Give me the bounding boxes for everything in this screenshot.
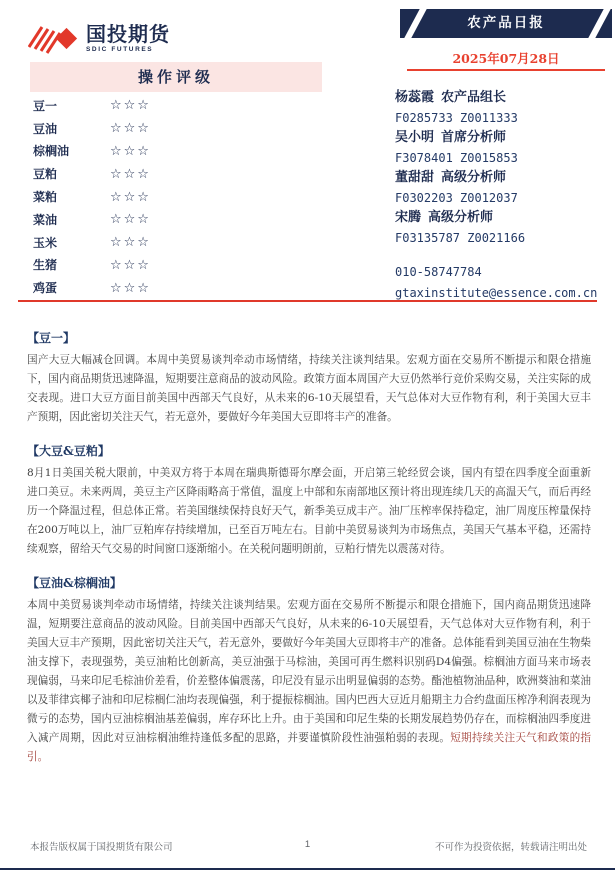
star-rating: ☆☆☆ [110, 256, 151, 272]
analyst-name [395, 168, 611, 188]
star-rating: ☆☆☆ [110, 120, 151, 136]
commodity-name: 豆一 [33, 98, 58, 113]
analyst-panel [395, 88, 611, 304]
section-title: 【大豆&豆粕】 [27, 444, 110, 458]
report-type-label: 农产品日报 [467, 15, 545, 31]
analyst-name [395, 208, 611, 228]
section-paragraph: 8月1日美国关税大限前，中美双方将于本周在瑞典斯德哥尔摩会面，开启第三轮经贸会谈，国内有望在四季度全面重新进口美豆。未来两周，美豆主产区降雨略高于常值，温度上中部和东南部地区预计将出现连续几天的高温天气，而后再经历一个降温过程，但总体正常。若美国继续保持良好天气，新季美豆成丰产。油厂压榨率保持稳定，油厂周度压榨量保持在200万吨以上，油厂豆粕库存持续增加，已至百万吨左右。目前中美贸易谈判为市场焦点，美国天气基本平稳，还需持续观察，留给天气交易的时间窗口逐渐缩小。在关税问题明朗前，豆粕行情先以震荡对待。 [27, 467, 591, 555]
commodity-name: 生猪 [33, 258, 58, 273]
analyst-name-text: 宋腾 [395, 210, 422, 225]
logo-text [86, 24, 170, 53]
analyst-name-text: 杨蕊霞 [395, 90, 435, 105]
commodity-name: 棕榈油 [33, 144, 70, 159]
section-paragraph-highlight: 短期持续关注天气和政策的指引。 [27, 732, 592, 763]
page-number: 1 [304, 839, 311, 850]
header-divider [18, 300, 597, 302]
rating-row [33, 254, 318, 277]
analyst-title-text: 高级分析师 [441, 170, 507, 185]
star-rating: ☆☆☆ [110, 211, 151, 227]
commodity-name: 豆粕 [33, 167, 58, 182]
rating-list [33, 94, 318, 299]
section-paragraph-text: 本周中美贸易谈判牵动市场情绪，持续关注谈判结果。宏观方面在交易所不断提示和限仓措施下，国内商品期货迅速降温，短期要注意商品的波动风险。目前美国中西部天气良好，从未来的6-10天展望看，天气总体对大豆作物有利，利于美国大豆丰产预期，因此密切关注天气，若无意外，要做好今年美国大豆即将丰产的准备。总体能看到美国豆油在生物柴油支撑下，表现强势，美豆油粕比创新高，美豆油强于马棕油，美国可再生燃料识别码D4偏强。棕榈油方面马来市场表现偏弱，马来印尼毛棕油价差看，价差整体偏震荡，印尼没有显示出明显偏弱的态势。酯池植物油品种，欧洲葵油和菜油以及菲律宾椰子油和印尼棕榈仁油均表现偏强，利于提振棕榈油。国内巴西大豆近月船期主力合约盘面压榨净利润表现为微亏的态势，国内豆油棕榈油基差偏弱，库存环比上升。由于美国和印尼生柴的长期发展趋势仍存在，而棕榈油四季度进入减产周期，因此对豆油棕榈油维持逢低多配的思路，并要谨慎阶段性油强粕弱的表现。 [27, 599, 591, 744]
footer-notice: 不可作为投资依据，转载请注明出处 [434, 842, 587, 853]
contact-email[interactable]: gtaxinstitute@essence.com.cn [395, 286, 598, 300]
analyst-code: F03135787 Z0021166 [395, 231, 526, 245]
company-logo [28, 20, 170, 56]
contact-phone: 010-58747784 [395, 265, 482, 279]
analyst-name-text: 董甜甜 [395, 170, 435, 185]
rating-row [33, 231, 318, 254]
section-douyi [27, 329, 591, 427]
commodity-name: 菜油 [33, 212, 58, 227]
section-title: 【豆油&棕榈油】 [27, 576, 122, 590]
analyst-entry [395, 208, 611, 248]
contact-block [395, 262, 611, 304]
commodity-name: 菜粕 [33, 190, 58, 205]
star-rating: ☆☆☆ [110, 279, 151, 295]
rating-row [33, 162, 318, 185]
section-douyou-zonglvyou [27, 574, 591, 767]
star-rating: ☆☆☆ [110, 165, 151, 181]
brand-name-en: SDIC FUTURES [86, 45, 154, 53]
rating-row [33, 94, 318, 117]
date-underline [407, 69, 605, 71]
report-body [27, 314, 591, 767]
commodity-name: 玉米 [33, 235, 58, 250]
report-type-banner [400, 9, 612, 38]
analyst-entry [395, 128, 611, 168]
analyst-code: F0302203 Z0012037 [395, 191, 518, 205]
analyst-name-text: 吴小明 [395, 130, 435, 145]
logo-mark-icon [28, 20, 80, 56]
analyst-code: F0285733 Z0011333 [395, 111, 518, 125]
section-paragraph: 国产大豆大幅减仓回调。本周中美贸易谈判牵动市场情绪，持续关注谈判结果。宏观方面在交易所不断提示和限仓措施下，国内商品期货迅速降温，短期要注意商品的波动风险。政策方面本周国产大豆仍然举行竞价采购交易，关注实际的成交表现。进口大豆方面目前美国中西部天气良好，从未来的6-10天展望看，天气总体对大豆作物有利，利于美国大豆丰产预期，因此密切关注天气，若无意外，要做好今年美国大豆即将丰产的准备。 [27, 354, 591, 423]
star-rating: ☆☆☆ [110, 142, 151, 158]
commodity-name: 鸡蛋 [33, 281, 58, 296]
rating-row [33, 140, 318, 163]
star-rating: ☆☆☆ [110, 97, 151, 113]
rating-row [33, 185, 318, 208]
brand-name-cn: 国投期货 [86, 23, 170, 46]
analyst-title-text: 高级分析师 [428, 210, 494, 225]
analyst-name [395, 88, 611, 108]
report-date: 2025年07月28日 [452, 51, 560, 66]
rating-row [33, 208, 318, 231]
analyst-entry [395, 88, 611, 128]
section-title: 【豆一】 [27, 331, 76, 345]
rating-row [33, 276, 318, 299]
analyst-name [395, 128, 611, 148]
star-rating: ☆☆☆ [110, 234, 151, 250]
analyst-title-text: 首席分析师 [441, 130, 507, 145]
rating-panel-title: 操作评级 [30, 62, 322, 92]
section-paragraph [27, 596, 591, 767]
analyst-entry [395, 168, 611, 208]
analyst-code: F3078401 Z0015853 [395, 151, 518, 165]
analyst-title-text: 农产品组长 [441, 90, 507, 105]
star-rating: ☆☆☆ [110, 188, 151, 204]
rating-row [33, 117, 318, 140]
section-dadou-doupo [27, 442, 591, 559]
commodity-name: 豆油 [33, 121, 58, 136]
footer-copyright: 本报告版权属于国投期货有限公司 [30, 842, 173, 853]
